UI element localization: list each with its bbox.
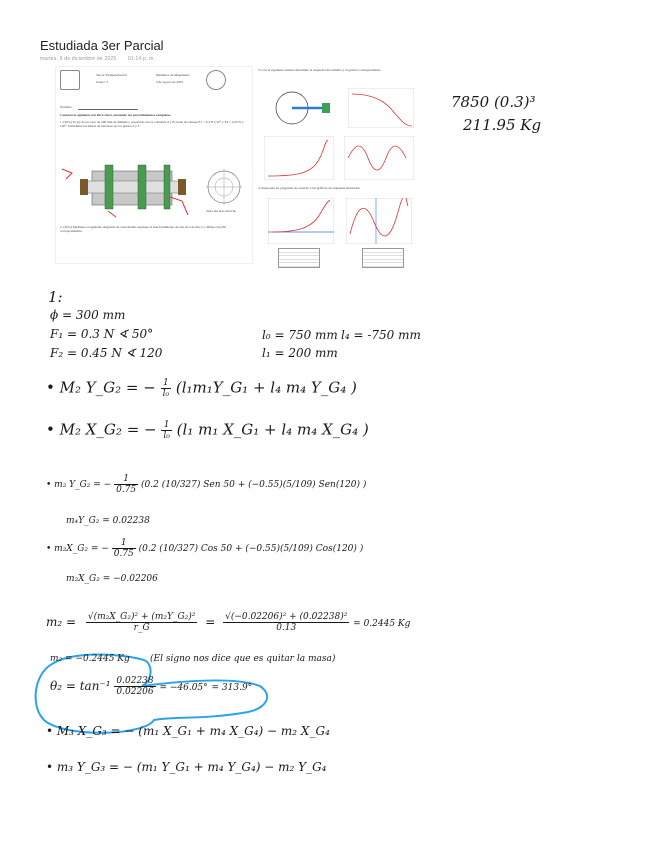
- side-calc-1: 7850 (0.3)³: [451, 93, 536, 111]
- sign-note: (El signo nos dice que es quitar la masa): [150, 654, 336, 664]
- page-meta: [40, 56, 165, 62]
- exam-date: 4 de agosto de 2025: [156, 80, 184, 84]
- section-label: 1:: [48, 288, 63, 306]
- given-l0: l₀ = 750 mm: [262, 328, 338, 342]
- graph-response-2: [264, 136, 334, 180]
- data-table-right: [362, 248, 404, 268]
- graph-response-4: [268, 198, 334, 244]
- eq-x-general: • M₂ X_G₂ = − $\frac{1}{\text{l₀}}$ (l₁ m₁ X_G₁ + l₄ m₄ X_G₄ ): [46, 420, 369, 441]
- exam-instructions: Contesta lo siguiente con letra clara, anotando tus procedimientos completos.: [60, 113, 172, 117]
- eq-m3y: • m₃ Y_G₃ = − (m₁ Y_G₁ + m₄ Y_G₄) − m₂ Y_G₄: [46, 760, 327, 774]
- given-f1: F₁ = 0.3 N ∢ 50°: [50, 327, 154, 341]
- exam-subject: Dinámica de Maquinaria: [156, 73, 190, 77]
- exam-problem-4: 4. Responda las preguntas de acuerdo a las gráficas de respuesta mostradas.: [258, 186, 361, 190]
- theta-equation: θ₂ = tan⁻¹ $\frac{0.02238}{0.02206}$ = −46.05° = 313.9°: [50, 676, 253, 697]
- exam-problem-1: 1. (30%) El eje de un rotor de 300 mm de diámetro, soportado en los cojinetes A y B, tiene dos masas F1 = 0.3 N a 50° y F2 = 0.45 N a 120°. Determine las masas de balanceo en los planos 2 y 3.: [60, 120, 244, 129]
- result-my: m₄Y_G₂ = 0.02238: [66, 516, 150, 526]
- graph-response-1: [348, 88, 414, 128]
- bearing-view-label: Vista del lado derecho: [206, 209, 237, 213]
- given-l4: l₄ = -750 mm: [341, 328, 421, 342]
- page-time: 01:14 p. m.: [127, 56, 156, 62]
- exam-problem-2: 2. (30%) Mediante el siguiente diagrama de velocidades explique el funcionamiento de una leva de disco y dibuje el perfil correspondiente.: [60, 225, 226, 234]
- system-diagram: [270, 88, 340, 128]
- given-phi: ϕ = 300 mm: [50, 308, 126, 322]
- exam-school: Tercer Examen Parcial: [96, 73, 127, 77]
- side-calc-2: 211.95 Kg: [463, 116, 542, 134]
- data-table-left: [278, 248, 320, 268]
- eq-x-numeric: • m₂X_G₂ = − $\frac{1}{0.75}$ (0.2 (10/327) Cos 50 + (−0.55)(5/109) Cos(120) ): [46, 538, 364, 559]
- exam-name-label: Nombre:: [60, 105, 73, 109]
- page-date: martes, 9 de diciembre de 2025: [40, 56, 117, 62]
- exam-problem-3: 3. Con el siguiente sistema determine la respuesta del sistema y la gráfica correspondiente.: [258, 68, 382, 72]
- graph-response-3: [344, 136, 414, 180]
- result-mx: m₂X_G₂ = −0.02206: [66, 574, 158, 584]
- exam-group: Grupo: 5: [96, 80, 109, 84]
- university-seal: [206, 70, 226, 90]
- school-logo: [60, 70, 80, 90]
- page-title: Estudiada 3er Parcial: [40, 38, 164, 53]
- graph-response-5: [346, 198, 412, 244]
- exam-sheet-right: [258, 66, 418, 276]
- eq-m3x: • M₃ X_G₃ = − (m₁ X_G₁ + m₄ X_G₄) − m₂ X_G₄: [46, 724, 330, 738]
- exam-sheet-left: [55, 66, 253, 264]
- m2-equation: m₂ = $\frac{\text{√(m₂X\_G₂)² + (m₂Y\_G₂)²}}{r\_G}$ = $\frac{\text{√(−0.02206)² + (0.02238)²}}{0.13}$ = 0.2445 Kg: [46, 612, 411, 633]
- eq-y-numeric: • m₂ Y_G₂ = − $\frac{1}{0.75}$ (0.2 (10/327) Sen 50 + (−0.55)(5/109) Sen(120) ): [46, 474, 367, 495]
- m2-final: m₂ = −0.2445 Kg: [50, 654, 130, 664]
- given-f2: F₂ = 0.45 N ∢ 120: [50, 346, 163, 360]
- given-l1: l₁ = 200 mm: [262, 346, 338, 360]
- eq-y-general: • M₂ Y_G₂ = − $\frac{1}{\text{l₀}}$ (l₁m₁Y_G₁ + l₄ m₄ Y_G₄ ): [46, 378, 357, 399]
